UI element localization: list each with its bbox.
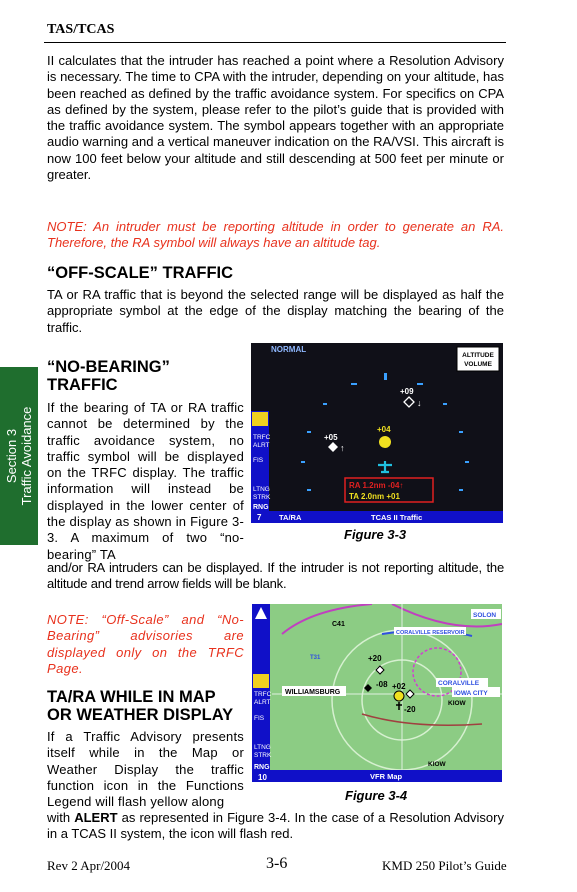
off-scale-heading: “OFF-SCALE” TRAFFIC [47, 264, 234, 282]
fig33-nobearing-ra: RA 1.2nm -04↑ [349, 481, 404, 490]
note-offscale: NOTE: “Off-Scale” and “No-Bearing” advisories are displayed only on the TRFC Page. [47, 612, 244, 676]
figure-3-3-caption: Figure 3-3 [344, 527, 407, 542]
fig34-label-c41: C41 [332, 621, 345, 628]
fig34-rng-label: RNG [254, 764, 270, 771]
fig33-legend-2: FIS [253, 457, 264, 464]
fig34-label-kiow-2: KIOW [428, 761, 446, 768]
no-bearing-body: If the bearing of TA or RA traffic cannot be determined by the traffic avoidance system, no traffic symbol will be displayed on the TRFC display. The traffic information will instead be displayed in the lower center of the display as shown in Figure 3-3. A maximum of two “no-bearing” TA [47, 400, 244, 562]
side-tab-line2: Traffic Avoidance [19, 406, 34, 506]
map-heading-line2: OR WEATHER DISPLAY [47, 706, 234, 724]
fig34-label-williamsburg: WILLIAMSBURG [285, 689, 341, 696]
map-heading-line1: TA/RA WHILE IN MAP [47, 688, 216, 706]
fig33-legend-3: LTNG [253, 486, 270, 493]
fig34-target-0: +20 [368, 654, 382, 663]
fig34-legend-1: ALRT [254, 699, 271, 706]
fig33-legend-0: TRFC [253, 434, 271, 441]
map-section-heading [47, 688, 233, 724]
footer-right: KMD 250 Pilot’s Guide [382, 858, 507, 873]
map-cont-pre: with [47, 810, 75, 825]
fig33-mode-label: TA/RA [279, 513, 302, 522]
fig33-target-b-arrow: ↑ [340, 443, 345, 453]
section-side-tab-label [4, 407, 34, 506]
side-tab-line1: Section 3 [4, 428, 19, 484]
fig34-target-2: +02 [392, 682, 406, 691]
fig34-label-kiow: KIOW [448, 700, 466, 707]
fig34-traffic-icon [253, 674, 269, 688]
fig33-rng-value: 7 [257, 513, 262, 522]
fig34-label-coralville: CORALVILLE [438, 680, 480, 687]
fig34-target-2-symbol [394, 691, 404, 701]
note-ra-altitude: NOTE: An intruder must be reporting altitude in order to generate an RA. Therefore, the RA symbol will always have an altitude tag. [47, 219, 504, 251]
figure-3-3-traffic-display [251, 343, 503, 523]
fig33-legend-4: STRK [253, 494, 271, 501]
footer-left: Rev 2 Apr/2004 [47, 858, 131, 873]
fig33-target-c-alt: +04 [377, 425, 391, 434]
fig33-target-a-alt: +09 [400, 387, 414, 396]
fig33-altvol-2: VOLUME [464, 361, 492, 368]
fig34-label-solon: SOLON [473, 612, 497, 619]
map-cont-post: as represented in Figure 3-4. In the case of a Resolution Advisory in a TCAS II system, the icon will flash red. [47, 810, 504, 842]
map-section-body-cont [47, 810, 504, 843]
page-number: 3-6 [266, 855, 288, 872]
fig33-altvol-1: ALTITUDE [462, 352, 494, 359]
fig34-legend-3: LTNG [254, 744, 271, 751]
fig34-legend-2: FIS [254, 715, 265, 722]
fig34-rng-value: 10 [258, 773, 267, 782]
fig33-nobearing-ta: TA 2.0nm +01 [349, 492, 400, 501]
figure-3-4-caption: Figure 3-4 [345, 788, 408, 803]
fig34-label-t31: T31 [310, 655, 321, 661]
fig34-legend-0: TRFC [254, 691, 272, 698]
fig33-target-a-arrow: ↓ [417, 398, 422, 408]
fig33-page-label: TCAS II Traffic [371, 513, 423, 522]
map-section-body: If a Traffic Advisory presents itself while in the Map or Weather Display the traffic function icon in the Functions Legend will flash yellow along [47, 729, 244, 810]
fig33-rng-label: RNG [253, 504, 269, 511]
fig34-target-1: -08 [376, 680, 388, 689]
fig34-label-coralville-res: CORALVILLE RESERVOIR [396, 630, 465, 636]
fig34-label-iowa-city: IOWA CITY [454, 690, 488, 697]
figure-3-4-map-display [252, 604, 502, 782]
fig34-page-label: VFR Map [370, 772, 403, 781]
no-bearing-heading-line1: “NO-BEARING” [47, 358, 170, 376]
no-bearing-heading [47, 358, 170, 394]
map-cont-bold: ALERT [74, 810, 118, 825]
running-header: TAS/TCAS [47, 22, 115, 37]
no-bearing-body-cont: and/or RA intruders can be displayed. If the intruder is not reporting altitude, the altitude and trend arrow fields will be blank. [47, 560, 504, 592]
header-rule [44, 42, 506, 43]
fig33-legend-1: ALRT [253, 442, 270, 449]
off-scale-body: TA or RA traffic that is beyond the selected range will be displayed as half the appropriate symbol at the edge of the display matching the bearing of the traffic. [47, 287, 504, 335]
no-bearing-heading-line2: TRAFFIC [47, 376, 118, 394]
intro-paragraph: II calculates that the intruder has reached a point where a Resolution Advisory is necessary. The time to CPA with the intruder, depending on your altitude, has been reached as defined by the traffic avoidance system. For specifics on CPA as defined by the system, please refer to the pilot’s guide that is provided with the traffic avoidance system. The symbol appears together with an appropriate audio warning and a vertical maneuver indication on the RA/VSI. This aircraft is now 100 feet below your altitude and still descending at 500 feet per minute or greater. [47, 53, 504, 183]
fig34-target-3: -20 [404, 705, 416, 714]
fig34-legend-4: STRK [254, 752, 272, 759]
fig33-mode: NORMAL [271, 345, 307, 354]
fig33-traffic-icon [252, 412, 268, 426]
fig33-target-c-symbol [379, 436, 391, 448]
fig33-target-b-alt: +05 [324, 433, 338, 442]
